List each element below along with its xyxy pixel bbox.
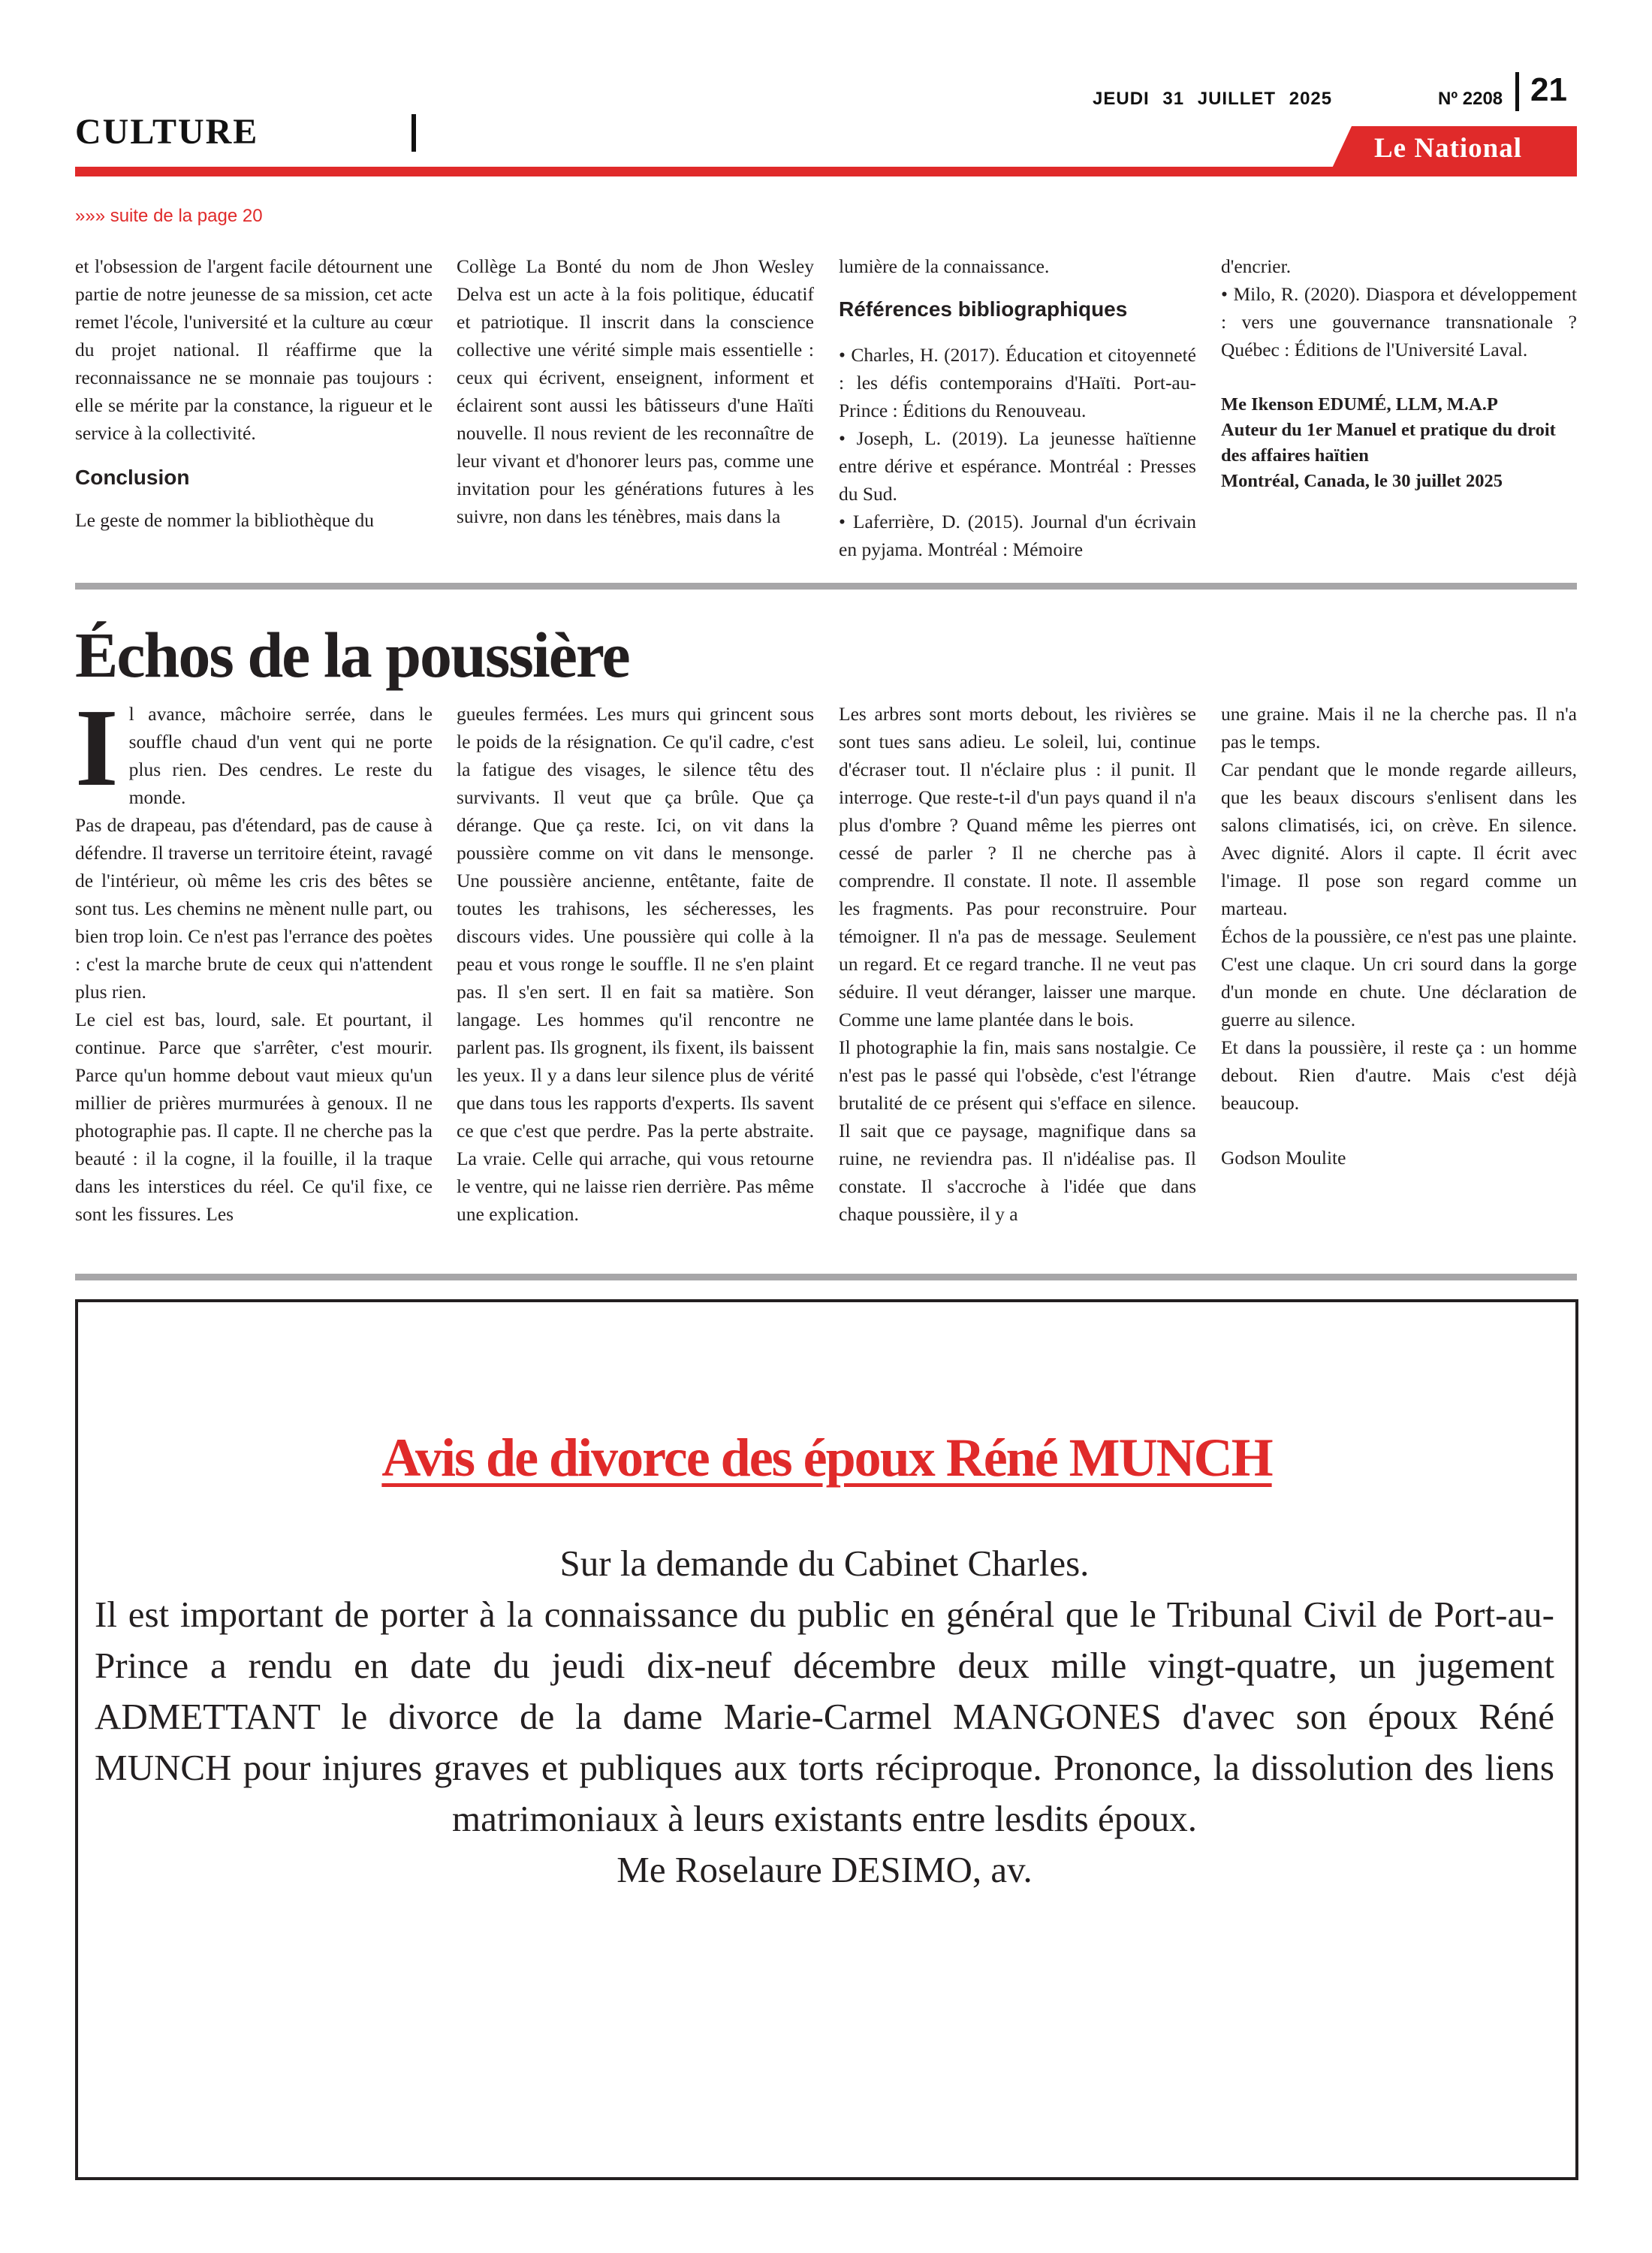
article2-column-2	[457, 700, 814, 1228]
drop-cap: I	[75, 686, 119, 810]
notice-requester: Sur la demande du Cabinet Charles.	[559, 1543, 1090, 1584]
notice-text: Il est important de porter à la connaissance du public en général que le Tribunal Civil de Port-au-Prince a rendu en date du jeudi dix-neuf décembre deux mille vingt-quatre, un jugement ADMETTANT le divorce de la dame Marie-Carmel MANGONES d'avec son époux Réné MUNCH pour injures graves et publiques aux torts réciproque. Prononce, la dissolution des liens matrimoniaux à leurs existants entre lesdits époux.	[95, 1594, 1554, 1839]
reference-item: • Milo, R. (2020). Diaspora et développement : vers une gouvernance transnationale ? Québec : Éditions de l'Université Laval.	[1221, 283, 1577, 360]
section-separator	[75, 583, 1577, 590]
issue-number: Nº 2208	[1438, 89, 1503, 109]
article2-paragraph: l avance, mâchoire serrée, dans le souffle chaud d'un vent qui ne porte plus rien. Des cendres. Le reste du monde.	[128, 703, 433, 808]
references-heading: Références bibliographiques	[839, 297, 1128, 321]
article1-column-3	[839, 252, 1196, 563]
article1-paragraph: Collège La Bonté du nom de Jhon Wesley Delva est un acte à la fois politique, éducatif et patriotique. Il inscrit dans la conscience collective une vérité simple mais essentielle : ceux qui écrivent, enseignent, informent et éclairent sont aussi les bâtisseurs d'une Haïti nouvelle. Il nous revient de les reconnaître de leur vivant et d'honorer leurs pas, comme une invitation pour les générations futures à les suivre, non dans les ténèbres, mais dans la	[457, 255, 814, 527]
article2-paragraph: Les arbres sont morts debout, les rivières se sont tues sans adieu. Le soleil, lui, continue d'écraser tout. Il n'éclaire plus : il punit. Il interroge. Que reste-t-il d'un pays quand il n'a plus d'ombre ? Quand même les pierres ont cessé de parler ? Il ne cherche pas à comprendre. Il constate. Il note. Il assemble les fragments. Pas pour reconstruire. Pour témoigner. Il n'a pas de message. Seulement un regard. Et ce regard tranche. Il ne veut pas séduire. Il veut déranger, laisser une marque. Comme une lame plantée dans le bois.	[839, 703, 1196, 1030]
article1-column-1	[75, 252, 433, 534]
article2-paragraph: Échos de la poussière, ce n'est pas une plainte. C'est une claque. Un cri sourd dans la gorge d'un monde en chute. Une déclaration de guerre au silence.	[1221, 925, 1577, 1030]
article2-paragraph: Il photographie la fin, mais sans nostalgie. Ce n'est pas le passé qui l'obsède, c'est l'étrange brutalité de ce présent qui s'efface en silence. Il sait que ce paysage, magnifique dans sa ruine, ne reviendra pas. Il n'idéalise pas. Il constate. Il s'accroche à l'idée que dans chaque poussière, il y a	[839, 1036, 1196, 1225]
reference-item: • Laferrière, D. (2015). Journal d'un écrivain en pyjama. Montréal : Mémoire	[839, 511, 1196, 560]
section-separator	[75, 1274, 1577, 1280]
section-divider	[411, 114, 416, 152]
article2-column-3	[839, 700, 1196, 1228]
article1-column-2	[457, 252, 814, 530]
article1-paragraph: lumière de la connaissance.	[839, 255, 1050, 277]
section-title: CULTURE	[75, 112, 259, 152]
notice-signature: Me Roselaure DESIMO, av.	[616, 1849, 1032, 1890]
reference-item: • Charles, H. (2017). Éducation et citoyenneté : les défis contemporains d'Haïti. Port-au-Prince : Éditions du Renouveau.	[839, 344, 1196, 421]
article2-column-1	[75, 686, 433, 1228]
header-rule	[75, 167, 1577, 176]
article2-column-4	[1221, 700, 1577, 1172]
page-number-divider	[1515, 72, 1519, 111]
publication-name: Le National	[1374, 133, 1523, 164]
article-title: Échos de la poussière	[75, 619, 629, 691]
page-number: 21	[1530, 71, 1567, 108]
conclusion-heading: Conclusion	[75, 466, 190, 489]
article2-paragraph: gueules fermées. Les murs qui grincent sous le poids de la résignation. Ce qu'il cadre, c'est la fatigue des visages, le silence têtu des survivants. Il veut que ça brûle. Que ça dérange. Que ça reste. Ici, on vit dans la poussière comme on vit dans le mensonge. Une poussière ancienne, entêtante, faite de toutes les trahisons, les sécheresses, les discours vides. Une poussière qui colle à la peau et vous ronge le souffle. Il ne s'en plaint pas. Il s'en sert. Il en fait sa matière. Son langage. Les hommes qu'il rencontre ne parlent pas. Ils grognent, ils fixent, ils baissent les yeux. Il y a dans leur silence plus de vérité que dans tous les rapports d'experts. Ils savent ce que c'est que perdre. Pas la perte abstraite. La vraie. Celle qui arrache, qui vous retourne le ventre, qui ne laisse rien derrière. Pas même une explication.	[457, 703, 814, 1225]
article2-paragraph: une graine. Mais il ne la cherche pas. Il n'a pas le temps.	[1221, 703, 1577, 753]
author-title: Auteur du 1er Manuel et pratique du droit des affaires haïtien	[1221, 420, 1556, 466]
reference-item: d'encrier.	[1221, 255, 1292, 277]
article2-paragraph: Car pendant que le monde regarde ailleurs, que les beaux discours s'enlisent dans les salons climatisés, ici, on crève. En silence. Avec dignité. Alors il capte. Il écrit avec l'image. Il pose son regard comme un marteau.	[1221, 759, 1577, 919]
article1-paragraph: et l'obsession de l'argent facile détournent une partie de notre jeunesse de sa mission, cet acte remet l'école, l'université et la culture au cœur du projet national. Il réaffirme que la reconnaissance ne se monnaie pas toujours : elle se mérite par la constance, la rigueur et le service à la collectivité.	[75, 255, 433, 444]
continued-from-link[interactable]: »»» suite de la page 20	[75, 206, 263, 226]
article2-paragraph: Pas de drapeau, pas d'étendard, pas de cause à défendre. Il traverse un territoire éteint, ravagé de l'intérieur, où même les cris des bêtes se sont tus. Les chemins ne mènent nulle part, ou bien trop loin. Ce n'est pas l'errance des poètes : c'est la marche brute de ceux qui n'attendent plus rien.	[75, 814, 433, 1003]
reference-item: • Joseph, L. (2019). La jeunesse haïtienne entre dérive et espérance. Montréal : Presses du Sud.	[839, 427, 1196, 505]
article1-column-4	[1221, 252, 1577, 494]
author-location-date: Montréal, Canada, le 30 juillet 2025	[1221, 471, 1503, 491]
article2-paragraph: Et dans la poussière, il reste ça : un homme debout. Rien d'autre. Mais c'est déjà beaucoup.	[1221, 1036, 1577, 1114]
notice-title-text: Avis de divorce des époux Réné MUNCH	[381, 1428, 1272, 1488]
article2-paragraph: Le ciel est bas, lourd, sale. Et pourtant, il continue. Parce que s'arrêter, c'est mourir. Parce qu'un homme debout vaut mieux qu'un millier de prières murmurées à genoux. Il ne photographie pas. Il capte. Il ne cherche pas la beauté : il la cogne, il la fouille, il la traque dans les interstices du réel. Ce qu'il fixe, ce sont les fissures. Les	[75, 1009, 433, 1225]
article2-author: Godson Moulite	[1221, 1147, 1346, 1169]
author-signature: Me Ikenson EDUMÉ, LLM, M.A.P	[1221, 394, 1498, 415]
article1-paragraph: Le geste de nommer la bibliothèque du	[75, 509, 374, 531]
notice-body	[95, 1538, 1554, 1896]
notice-title	[78, 1427, 1575, 1489]
issue-date: JEUDI 31 JUILLET 2025	[1093, 89, 1333, 109]
